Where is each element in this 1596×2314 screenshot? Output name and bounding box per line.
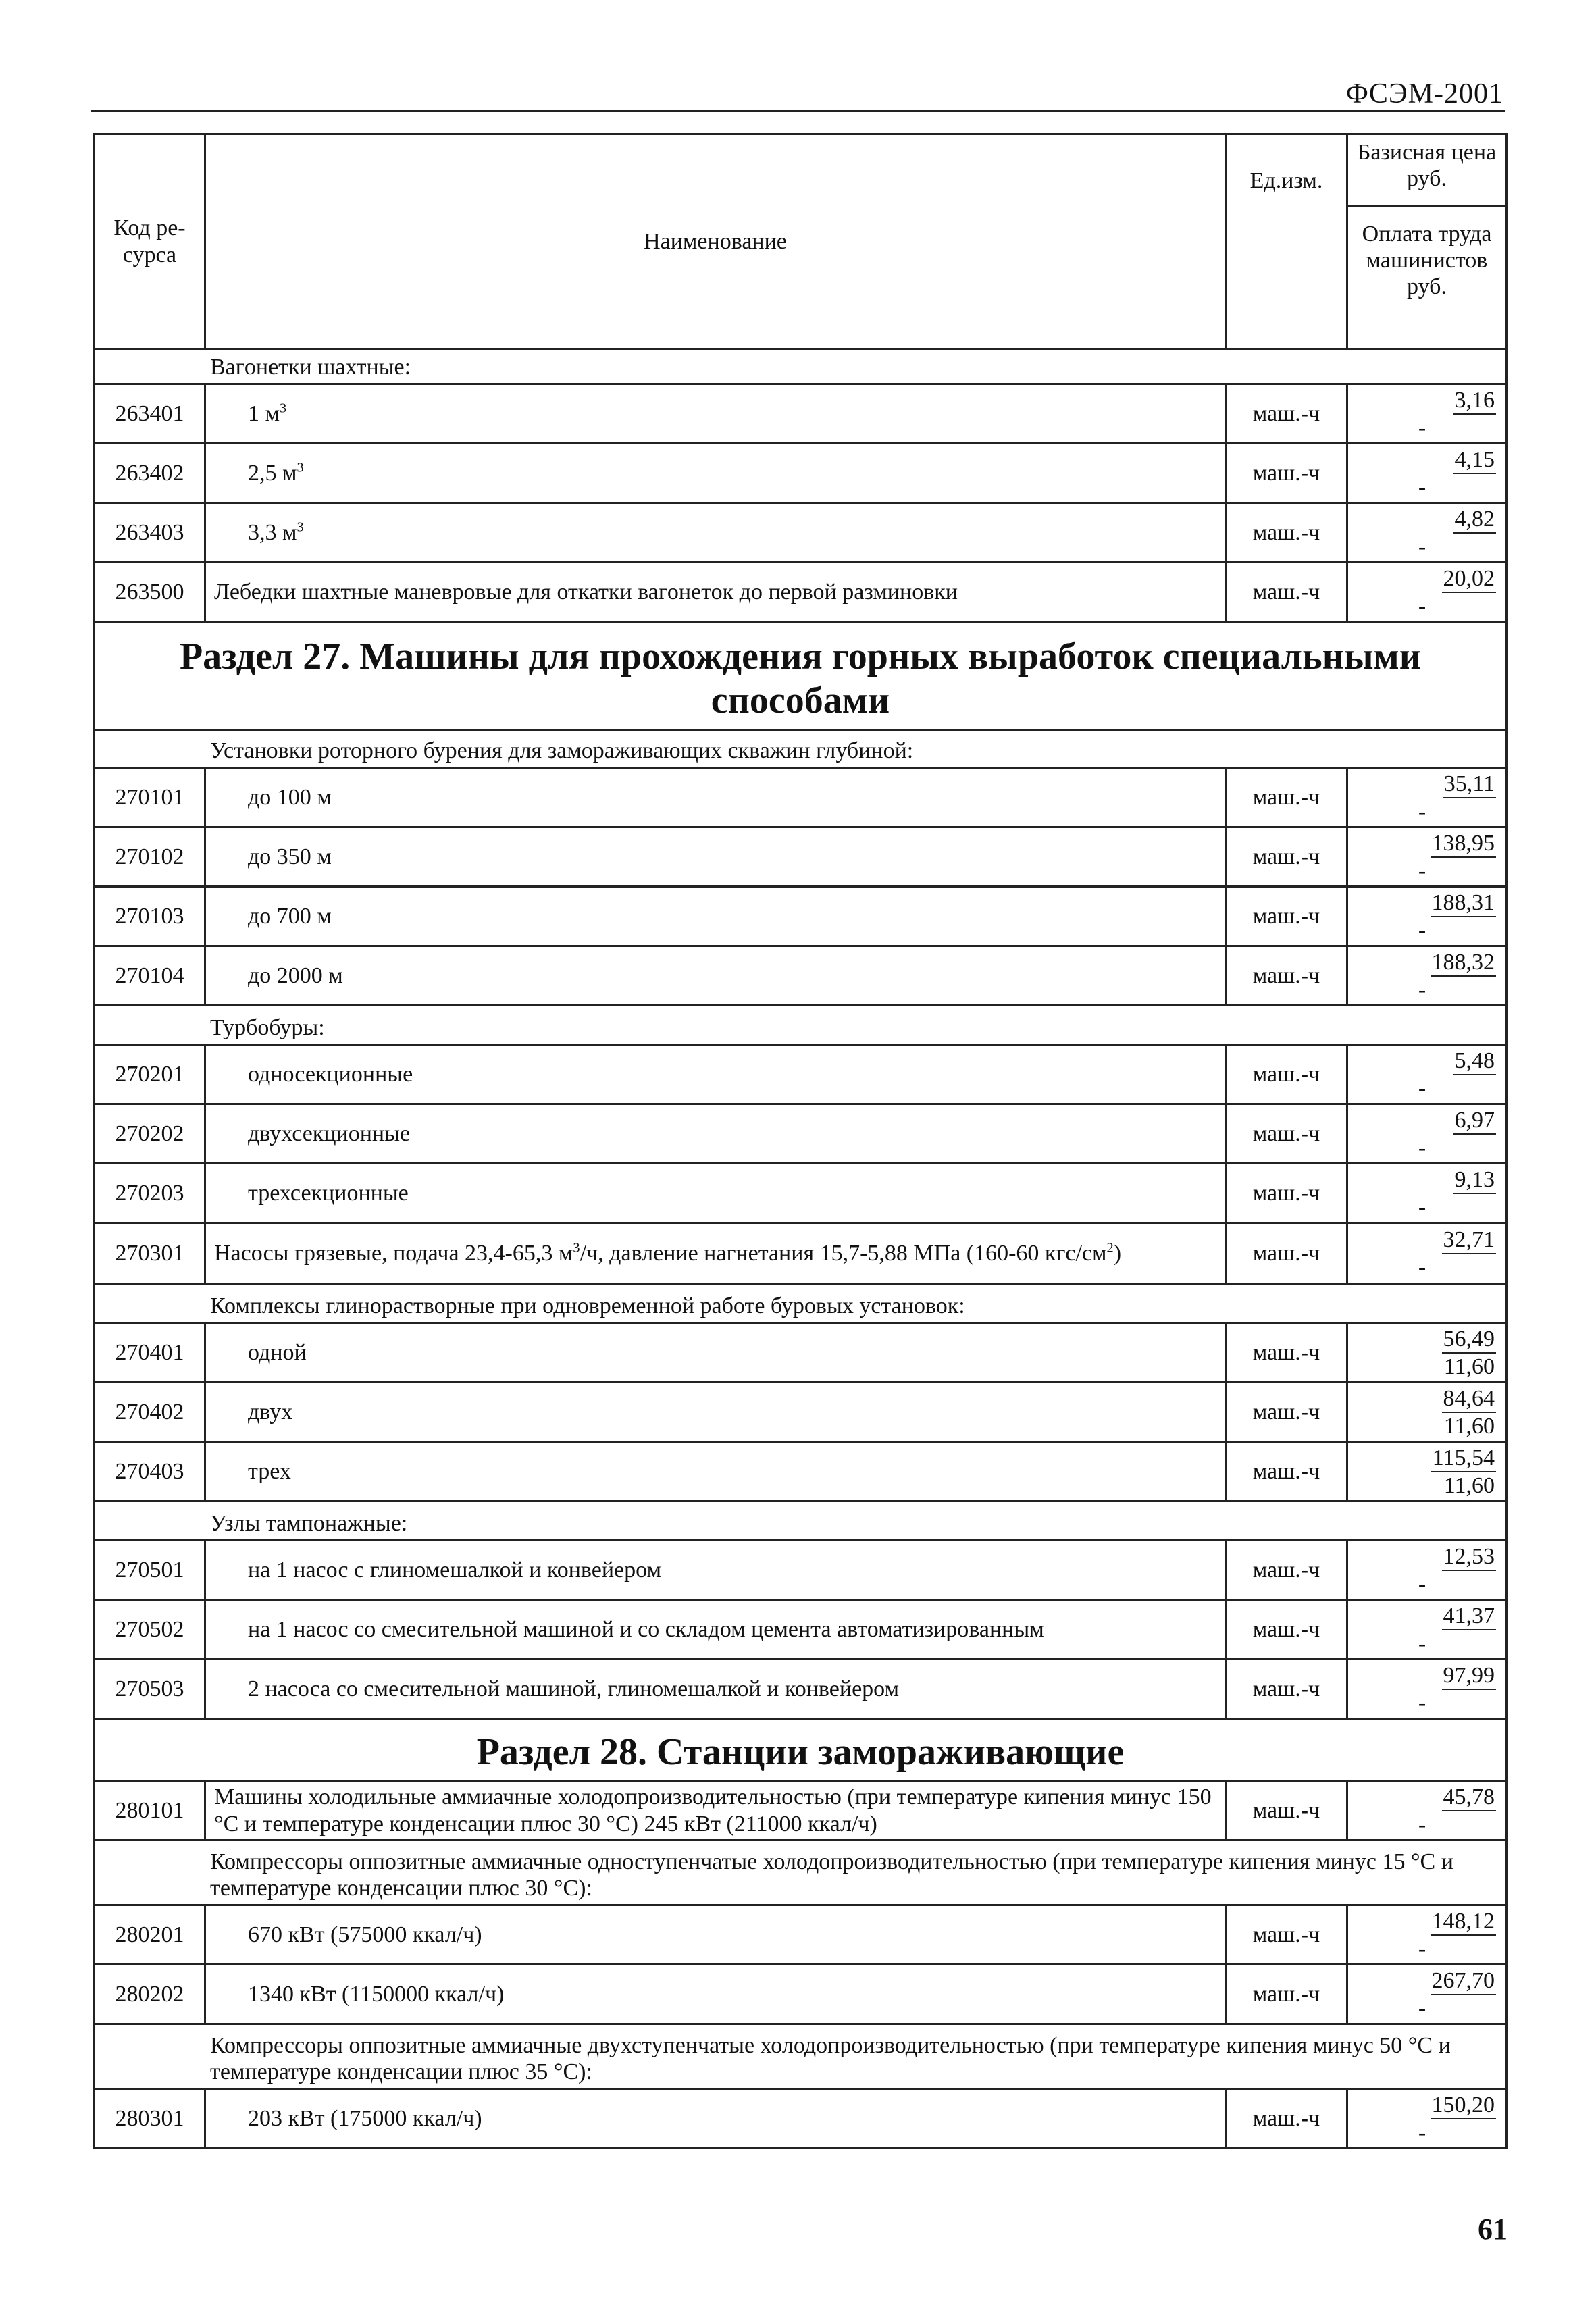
price-cell [1347, 1104, 1507, 1164]
price-cell [1347, 946, 1507, 1006]
section-row [95, 622, 1507, 730]
resource-name: 1 $м^3$ [205, 384, 1226, 444]
unit: маш.-ч [1226, 1223, 1347, 1284]
operator-wage: - [1418, 858, 1426, 883]
price-cell [1347, 1045, 1507, 1104]
group-title: Установки роторного бурения для замораживающих скважин глубиной: [95, 730, 1507, 768]
resource-name: до 350 м [205, 827, 1226, 887]
resource-name: 2,5 $м^3$ [205, 444, 1226, 503]
unit: маш.-ч [1226, 1045, 1347, 1104]
table-row [95, 1905, 1507, 1965]
header-name: Наименование [205, 134, 1226, 349]
resource-code: 263500 [95, 563, 205, 622]
price-cell [1347, 1600, 1507, 1660]
price-cell [1347, 384, 1507, 444]
operator-wage: - [1418, 1811, 1426, 1837]
operator-wage: - [1418, 1936, 1426, 1961]
table-row [95, 1965, 1507, 2024]
group-title: Вагонетки шахтные: [95, 349, 1507, 384]
operator-wage: - [1418, 2119, 1426, 2145]
resource-name: одной [205, 1323, 1226, 1383]
operator-wage: 11,60 [1443, 1413, 1495, 1439]
operator-wage: - [1418, 917, 1426, 943]
price-cell [1347, 1781, 1507, 1841]
resource-name: 670 кВт (575000 ккал/ч) [205, 1905, 1226, 1965]
group-title: Турбобуры: [95, 1006, 1507, 1045]
resource-code: 270202 [95, 1104, 205, 1164]
price-cell [1347, 1223, 1507, 1284]
group-title: Комплексы глинорастворные при одновременной работе буровых установок: [95, 1284, 1507, 1323]
base-price: 188,32 [1431, 950, 1497, 976]
unit: маш.-ч [1226, 2089, 1347, 2149]
group-row [95, 1006, 1507, 1045]
table-row [95, 563, 1507, 622]
operator-wage: - [1418, 1194, 1426, 1220]
table-header [95, 134, 1507, 349]
resource-name: 2 насоса со смесительной машиной, глиномешалкой и конвейером [205, 1660, 1226, 1719]
group-title: Узлы тампонажные: [95, 1501, 1507, 1541]
unit: маш.-ч [1226, 1600, 1347, 1660]
resource-name: трех [205, 1442, 1226, 1501]
operator-wage: - [1418, 593, 1426, 619]
operator-wage: - [1418, 1571, 1426, 1597]
unit: маш.-ч [1226, 1442, 1347, 1501]
base-price: 188,31 [1431, 890, 1497, 917]
price-cell [1347, 887, 1507, 946]
header-price [1347, 134, 1507, 349]
resource-code: 270101 [95, 768, 205, 827]
unit: маш.-ч [1226, 1104, 1347, 1164]
resource-name: трехсекционные [205, 1164, 1226, 1223]
operator-wage: - [1418, 1690, 1426, 1716]
base-price: 138,95 [1431, 831, 1497, 857]
resource-code: 270401 [95, 1323, 205, 1383]
resource-name: Насосы грязевые, подача 23,4-65,3 $м^3/ч$, давление нагнетания 15,7-5,88 МПа (160-60 кгс/$см^2$) [205, 1223, 1226, 1284]
operator-wage: - [1418, 1075, 1426, 1101]
resource-code: 270501 [95, 1541, 205, 1600]
table-row [95, 1660, 1507, 1719]
section-title: Раздел 28. Станции замораживающие [95, 1719, 1507, 1781]
base-price: 35,11 [1443, 771, 1496, 798]
price-cell [1347, 444, 1507, 503]
resource-name: Машины холодильные аммиачные холодопроизводительностью (при температуре кипения минус 150 °С и температуре конденсации плюс 30 °С) 245 кВт (211000 ккал/ч) [205, 1781, 1226, 1841]
resource-name: 203 кВт (175000 ккал/ч) [205, 2089, 1226, 2149]
price-cell [1347, 1164, 1507, 1223]
table-row [95, 1781, 1507, 1841]
operator-wage: - [1418, 1254, 1426, 1280]
table-row [95, 768, 1507, 827]
resource-code: 270301 [95, 1223, 205, 1284]
price-cell [1347, 1383, 1507, 1442]
table-row [95, 1164, 1507, 1223]
resource-name: до 2000 м [205, 946, 1226, 1006]
table-row [95, 444, 1507, 503]
unit: маш.-ч [1226, 1660, 1347, 1719]
price-cell [1347, 1905, 1507, 1965]
unit: маш.-ч [1226, 503, 1347, 563]
price-cell [1347, 1323, 1507, 1383]
table-row [95, 384, 1507, 444]
resource-name: до 100 м [205, 768, 1226, 827]
price-cell [1347, 1965, 1507, 2024]
price-cell [1347, 503, 1507, 563]
operator-wage: 11,60 [1443, 1472, 1495, 1498]
group-row [95, 2024, 1507, 2089]
base-price: 12,53 [1442, 1544, 1497, 1570]
table-row [95, 1104, 1507, 1164]
base-price: 4,82 [1453, 507, 1497, 533]
resource-name: 3,3 $м^3$ [205, 503, 1226, 563]
unit: маш.-ч [1226, 384, 1347, 444]
group-row [95, 730, 1507, 768]
resource-name: на 1 насос со смесительной машиной и со складом цемента автоматизированным [205, 1600, 1226, 1660]
price-cell [1347, 827, 1507, 887]
unit: маш.-ч [1226, 1383, 1347, 1442]
table-row [95, 2089, 1507, 2149]
group-row [95, 1284, 1507, 1323]
base-price: 5,48 [1453, 1048, 1497, 1075]
resource-name: 1340 кВт (1150000 ккал/ч) [205, 1965, 1226, 2024]
operator-wage: - [1418, 474, 1426, 500]
unit: маш.-ч [1226, 887, 1347, 946]
price-cell [1347, 563, 1507, 622]
resource-code: 280101 [95, 1781, 205, 1841]
header-code: Код ре-сурса [95, 134, 205, 349]
operator-wage: - [1418, 977, 1426, 1002]
table-row [95, 1323, 1507, 1383]
table-row [95, 887, 1507, 946]
resource-code: 263402 [95, 444, 205, 503]
base-price: 32,71 [1442, 1227, 1497, 1254]
base-price: 115,54 [1431, 1445, 1496, 1472]
resource-code: 270201 [95, 1045, 205, 1104]
unit: маш.-ч [1226, 1164, 1347, 1223]
resource-name: двухсекционные [205, 1104, 1226, 1164]
unit: маш.-ч [1226, 1323, 1347, 1383]
table-row [95, 1600, 1507, 1660]
resource-code: 270203 [95, 1164, 205, 1223]
header-operator-wage: Оплата труда машинистов руб. [1362, 222, 1492, 300]
base-price: 20,02 [1442, 566, 1497, 592]
resource-code: 270503 [95, 1660, 205, 1719]
table-row [95, 1223, 1507, 1284]
operator-wage: - [1418, 1995, 1426, 2021]
operator-wage: - [1418, 1135, 1426, 1160]
unit: маш.-ч [1226, 444, 1347, 503]
price-cell [1347, 1660, 1507, 1719]
resource-name: на 1 насос с глиномешалкой и конвейером [205, 1541, 1226, 1600]
resource-code: 270103 [95, 887, 205, 946]
price-cell [1347, 768, 1507, 827]
unit: маш.-ч [1226, 1541, 1347, 1600]
unit: маш.-ч [1226, 827, 1347, 887]
operator-wage: - [1418, 1630, 1426, 1656]
unit: маш.-ч [1226, 768, 1347, 827]
table-row [95, 1045, 1507, 1104]
base-price: 267,70 [1431, 1968, 1497, 1995]
resource-code: 270102 [95, 827, 205, 887]
table-row [95, 1383, 1507, 1442]
base-price: 41,37 [1442, 1603, 1497, 1630]
table-row [95, 1541, 1507, 1600]
operator-wage: - [1418, 798, 1426, 824]
price-table [93, 133, 1508, 2149]
group-row [95, 349, 1507, 384]
operator-wage: 11,60 [1443, 1354, 1495, 1379]
document-code: ФСЭМ-2001 [1345, 78, 1503, 109]
resource-name: двух [205, 1383, 1226, 1442]
group-title: Компрессоры оппозитные аммиачные одноступенчатые холодопроизводительностью (при температуре кипения минус 15 °С и температуре конденсации плюс 30 °С): [95, 1841, 1507, 1905]
price-cell [1347, 1541, 1507, 1600]
header-base-price: Базисная цена руб. [1348, 135, 1505, 207]
table-row [95, 827, 1507, 887]
price-cell [1347, 2089, 1507, 2149]
table-row [95, 946, 1507, 1006]
unit: маш.-ч [1226, 946, 1347, 1006]
section-row [95, 1719, 1507, 1781]
group-title: Компрессоры оппозитные аммиачные двухступенчатые холодопроизводительностью (при температуре кипения минус 50 °С и температуре конденсации плюс 35 °С): [95, 2024, 1507, 2089]
resource-name: Лебедки шахтные маневровые для откатки вагонеток до первой разминовки [205, 563, 1226, 622]
page-number: 61 [1478, 2213, 1508, 2246]
base-price: 3,16 [1453, 388, 1497, 414]
base-price: 9,13 [1453, 1167, 1497, 1193]
resource-code: 280201 [95, 1905, 205, 1965]
unit: маш.-ч [1226, 563, 1347, 622]
price-cell [1347, 1442, 1507, 1501]
operator-wage: - [1418, 534, 1426, 559]
resource-code: 263403 [95, 503, 205, 563]
base-price: 56,49 [1442, 1327, 1497, 1353]
resource-code: 270104 [95, 946, 205, 1006]
resource-name: до 700 м [205, 887, 1226, 946]
operator-wage: - [1418, 415, 1426, 440]
unit: маш.-ч [1226, 1781, 1347, 1841]
resource-code: 280202 [95, 1965, 205, 2024]
resource-code: 263401 [95, 384, 205, 444]
table-row [95, 503, 1507, 563]
header-unit: Ед.изм. [1226, 134, 1347, 349]
base-price: 150,20 [1431, 2092, 1497, 2119]
base-price: 45,78 [1442, 1784, 1497, 1811]
table-row [95, 1442, 1507, 1501]
base-price: 148,12 [1431, 1909, 1497, 1935]
base-price: 84,64 [1442, 1386, 1497, 1412]
header-rule [91, 110, 1505, 112]
base-price: 6,97 [1453, 1108, 1497, 1134]
group-row [95, 1501, 1507, 1541]
resource-name: односекционные [205, 1045, 1226, 1104]
resource-code: 280301 [95, 2089, 205, 2149]
group-row [95, 1841, 1507, 1905]
resource-code: 270402 [95, 1383, 205, 1442]
resource-code: 270403 [95, 1442, 205, 1501]
unit: маш.-ч [1226, 1965, 1347, 2024]
unit: маш.-ч [1226, 1905, 1347, 1965]
section-title: Раздел 27. Машины для прохождения горных выработок специальными способами [95, 622, 1507, 730]
base-price: 4,15 [1453, 447, 1497, 473]
base-price: 97,99 [1442, 1663, 1497, 1689]
resource-code: 270502 [95, 1600, 205, 1660]
